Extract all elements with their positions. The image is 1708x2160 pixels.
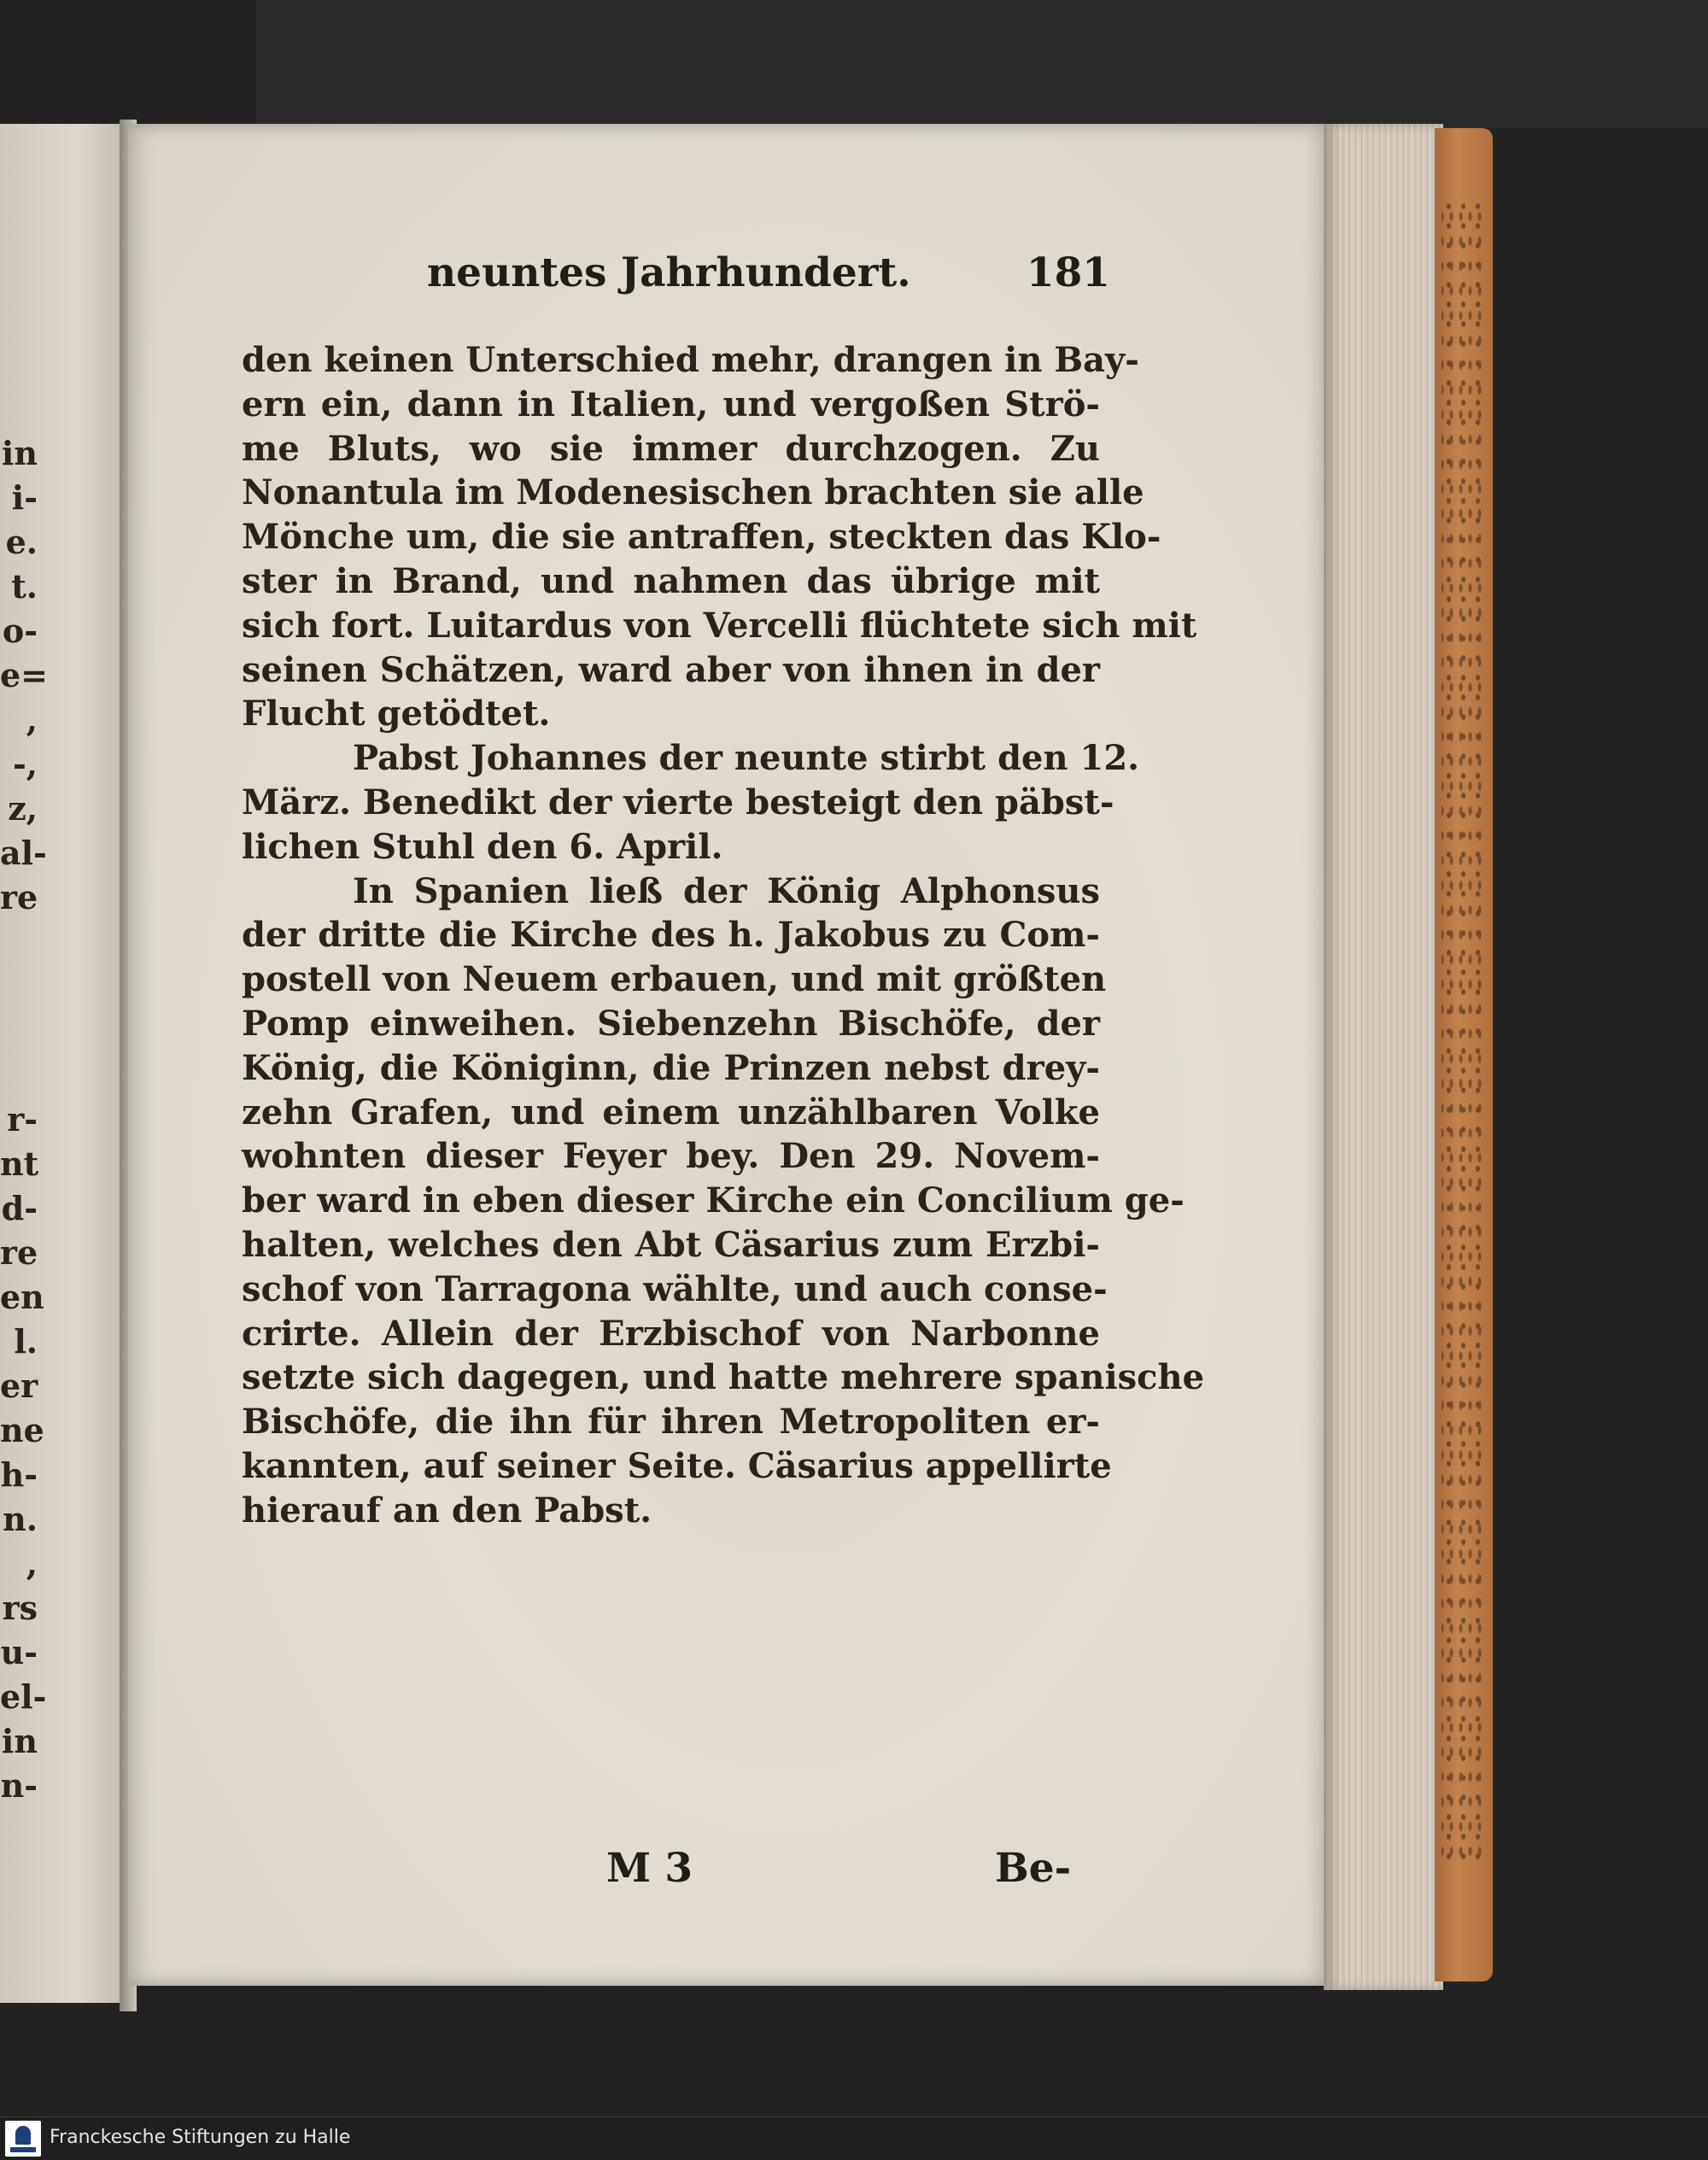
text-line: crirte. Allein der Erzbischof von Narbonne [242,1313,1100,1354]
running-head [427,249,1110,309]
text-line: zehn Grafen, und einem unzählbaren Volke [242,1092,1100,1133]
text-line: In Spanien ließ der König Alphonsus [353,870,1100,911]
text-line: kannten, auf seiner Seite. Cäsarius appellirte [242,1445,1112,1486]
text-line: hierauf an den Pabst. [242,1490,652,1531]
left-page-fragment: i- [11,478,38,517]
text-line: Nonantula im Modenesischen brachten sie alle [242,472,1144,513]
text-line: postell von Neuem erbauen, und mit größten [242,959,1107,1000]
left-page [0,124,130,2003]
left-page-fragment: e. [5,523,38,561]
text-line: setzte sich dagegen, und hatte mehrere spanische [242,1357,1205,1398]
background [256,0,1708,128]
left-page-fragment: h- [0,1455,38,1494]
left-page-fragment [0,1009,38,1053]
left-page-fragment: re [0,1233,38,1272]
cover-speckle [1442,196,1484,1870]
left-page-fragment: r- [7,1100,38,1139]
left-page-fragment: u- [0,1633,38,1671]
text-line: ber ward in eben dieser Kirche ein Concilium ge- [242,1180,1184,1221]
text-line: me Bluts, wo sie immer durchzogen. Zu [242,428,1100,469]
left-page-fragment: el- [0,1677,47,1716]
left-page-fragment: er [0,1367,38,1405]
text-line: den keinen Unterschied mehr, drangen in Bay- [242,340,1139,380]
page-number: 181 [1026,249,1110,296]
left-page-fragment: en [0,1278,44,1316]
text-line: Pomp einweihen. Siebenzehn Bischöfe, der [242,1003,1100,1044]
left-page-fragment: -, [12,745,38,783]
left-page-fragment [0,964,38,1009]
text-line: König, die Königinn, die Prinzen nebst drey- [242,1047,1100,1088]
signature-mark: M 3 [606,1845,693,1892]
left-page-fragment: o- [2,612,38,650]
left-page-fragment: d- [1,1189,38,1227]
left-page-fragment: rs [2,1589,38,1627]
left-page-fragment: n. [3,1500,38,1538]
text-line: der dritte die Kirche des h. Jakobus zu Com- [242,915,1100,956]
text-line: Mönche um, die sie antraffen, steckten das Klo- [242,517,1161,558]
left-page-fragment: e= [0,656,49,694]
text-line: März. Benedikt der vierte besteigt den päbst- [242,781,1114,822]
text-line: lichen Stuhl den 6. April. [242,826,723,867]
text-line: schof von Tarragona wählte, und auch conse- [242,1268,1108,1309]
institution-name: Franckesche Stiftungen zu Halle [50,2127,351,2148]
left-page-fragment [0,920,38,964]
text-line: Pabst Johannes der neunte stirbt den 12. [353,738,1140,779]
left-page-fragment: l. [14,1322,38,1361]
left-page-fragment: al- [0,834,47,872]
left-page-fragment: in [1,434,38,472]
left-page-fragment: , [26,1544,38,1583]
left-page-fragment: ne [0,1411,44,1449]
left-page-line-fragments [0,431,49,1808]
running-head-title: neuntes Jahrhundert. [427,249,911,296]
left-page-fragment: , [26,700,38,739]
text-line: seinen Schätzen, ward aber von ihnen in der [242,649,1100,690]
page-edges [1324,124,1443,1990]
text-line: sich fort. Luitardus von Vercelli flüchtete sich mit [242,605,1197,646]
institution-logo-icon [5,2121,41,2157]
left-page-fragment: t. [11,567,38,606]
body-text [242,338,1205,1533]
text-line: wohnten dieser Feyer bey. Den 29. Novem- [242,1136,1100,1177]
text-line: Bischöfe, die ihn für ihren Metropoliten er- [242,1402,1100,1443]
text-line: ern ein, dann in Italien, und vergoßen Strö- [242,383,1100,424]
text-line: halten, welches den Abt Cäsarius zum Erzbi- [242,1224,1100,1265]
left-page-fragment: in [1,1722,38,1760]
viewer-footer [0,2116,1708,2160]
left-page-fragment [0,1053,38,1098]
left-page-fragment: z, [8,789,38,828]
text-line: Flucht getödtet. [242,694,551,735]
catchword: Be- [995,1845,1072,1892]
left-page-fragment: n- [0,1766,38,1805]
text-line: ster in Brand, und nahmen das übrige mit [242,560,1100,601]
left-page-fragment: nt [0,1144,39,1183]
left-page-fragment: re [0,878,38,916]
